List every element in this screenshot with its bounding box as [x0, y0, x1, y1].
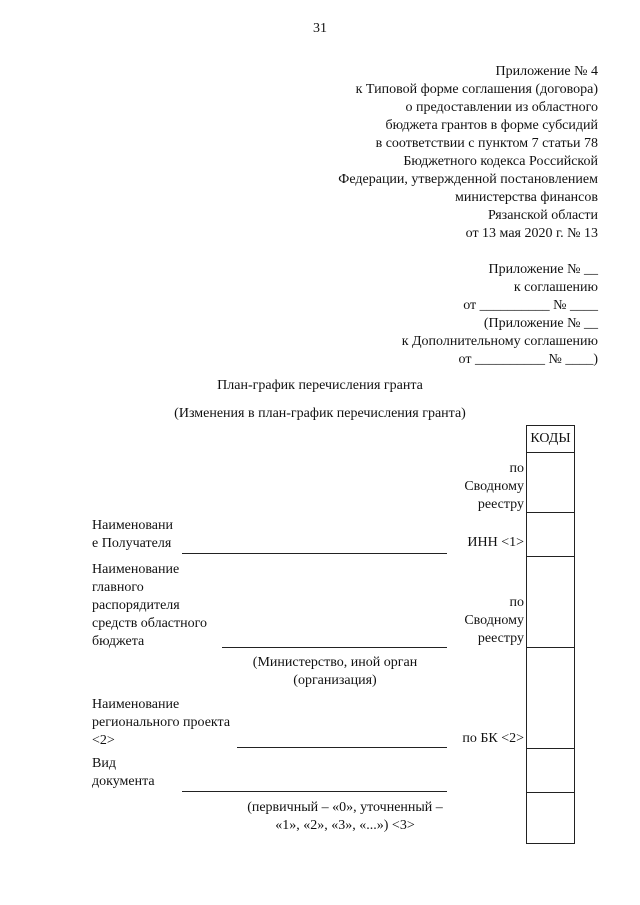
appendix-4-line: Федерации, утвержденной постановлением: [338, 172, 598, 187]
appendix-4-line: министерства финансов: [455, 190, 598, 205]
note-line: (организация): [293, 673, 377, 688]
doc-type-note: [240, 799, 450, 835]
appendix-4-line: от 13 мая 2020 г. № 13: [465, 226, 598, 241]
appendix-blank-line: к Дополнительному соглашению: [401, 334, 598, 349]
code-label-registry-1: [404, 460, 524, 514]
code-cell-empty[interactable]: [526, 792, 575, 844]
code-label-bk: по БК <2>: [462, 731, 524, 746]
regional-project-input-line[interactable]: [237, 747, 447, 748]
recipient-label: [92, 517, 252, 553]
appendix-blank-line: от __________ № ____: [463, 298, 598, 313]
code-label-line: по: [509, 461, 524, 476]
doc-type-input-line[interactable]: [182, 791, 447, 792]
appendix-4-line: о предоставлении из областного: [405, 100, 598, 115]
label-line: бюджета: [92, 634, 145, 649]
code-cell-bk[interactable]: [526, 647, 575, 749]
code-label-registry-2: [404, 594, 524, 648]
label-line: Наименование: [92, 562, 180, 577]
codes-table: [526, 425, 575, 843]
code-label-line: реестру: [477, 497, 524, 512]
appendix-blank-line: к соглашению: [513, 280, 598, 295]
code-label-line: реестру: [477, 631, 524, 646]
codes-header: КОДЫ: [526, 425, 575, 453]
appendix-blank-line: (Приложение № __: [483, 316, 598, 331]
appendix-4-line: Приложение № 4: [495, 64, 598, 79]
label-line: документа: [92, 774, 155, 789]
note-line: (первичный – «0», уточненный –: [247, 800, 443, 815]
appendix-blank-heading: [278, 261, 598, 369]
document-subtitle: (Изменения в план-график перечисления гранта): [174, 406, 466, 421]
main-manager-input-line[interactable]: [222, 647, 447, 648]
code-cell-doc-type[interactable]: [526, 748, 575, 793]
label-line: главного: [92, 580, 144, 595]
document-title: План-график перечисления гранта: [217, 378, 423, 393]
label-line: средств областного: [92, 616, 208, 631]
code-cell-registry-2[interactable]: [526, 556, 575, 648]
appendix-4-line: Рязанской области: [487, 208, 598, 223]
main-manager-label: [92, 561, 272, 651]
code-cell-inn[interactable]: [526, 512, 575, 557]
appendix-blank-line: Приложение № __: [488, 262, 598, 277]
note-line: «1», «2», «3», «...») <3>: [275, 818, 415, 833]
appendix-4-line: в соответствии с пунктом 7 статьи 78: [375, 136, 598, 151]
page-number: 31: [313, 21, 327, 36]
code-cell-registry-1[interactable]: [526, 452, 575, 513]
label-line: регионального проекта: [92, 715, 231, 730]
appendix-4-line: бюджета грантов в форме субсидий: [385, 118, 598, 133]
code-label-line: по: [509, 595, 524, 610]
ministry-note: [240, 654, 430, 690]
label-line: Вид: [92, 756, 116, 771]
note-line: (Министерство, иной орган: [252, 655, 418, 670]
appendix-4-line: Бюджетного кодекса Российской: [403, 154, 598, 169]
label-line: е Получателя: [92, 536, 172, 551]
label-line: Наименовани: [92, 518, 174, 533]
doc-type-label: [92, 755, 232, 791]
code-label-inn: ИНН <1>: [467, 535, 524, 550]
label-line: <2>: [92, 733, 115, 748]
recipient-input-line[interactable]: [182, 553, 447, 554]
appendix-blank-line: от __________ № ____): [458, 352, 598, 367]
code-label-line: Сводному: [464, 479, 524, 494]
appendix-4-line: к Типовой форме соглашения (договора): [355, 82, 598, 97]
label-line: распорядителя: [92, 598, 180, 613]
label-line: Наименование: [92, 697, 180, 712]
regional-project-label: [92, 696, 272, 750]
code-label-line: Сводному: [464, 613, 524, 628]
appendix-4-heading: [278, 63, 598, 243]
